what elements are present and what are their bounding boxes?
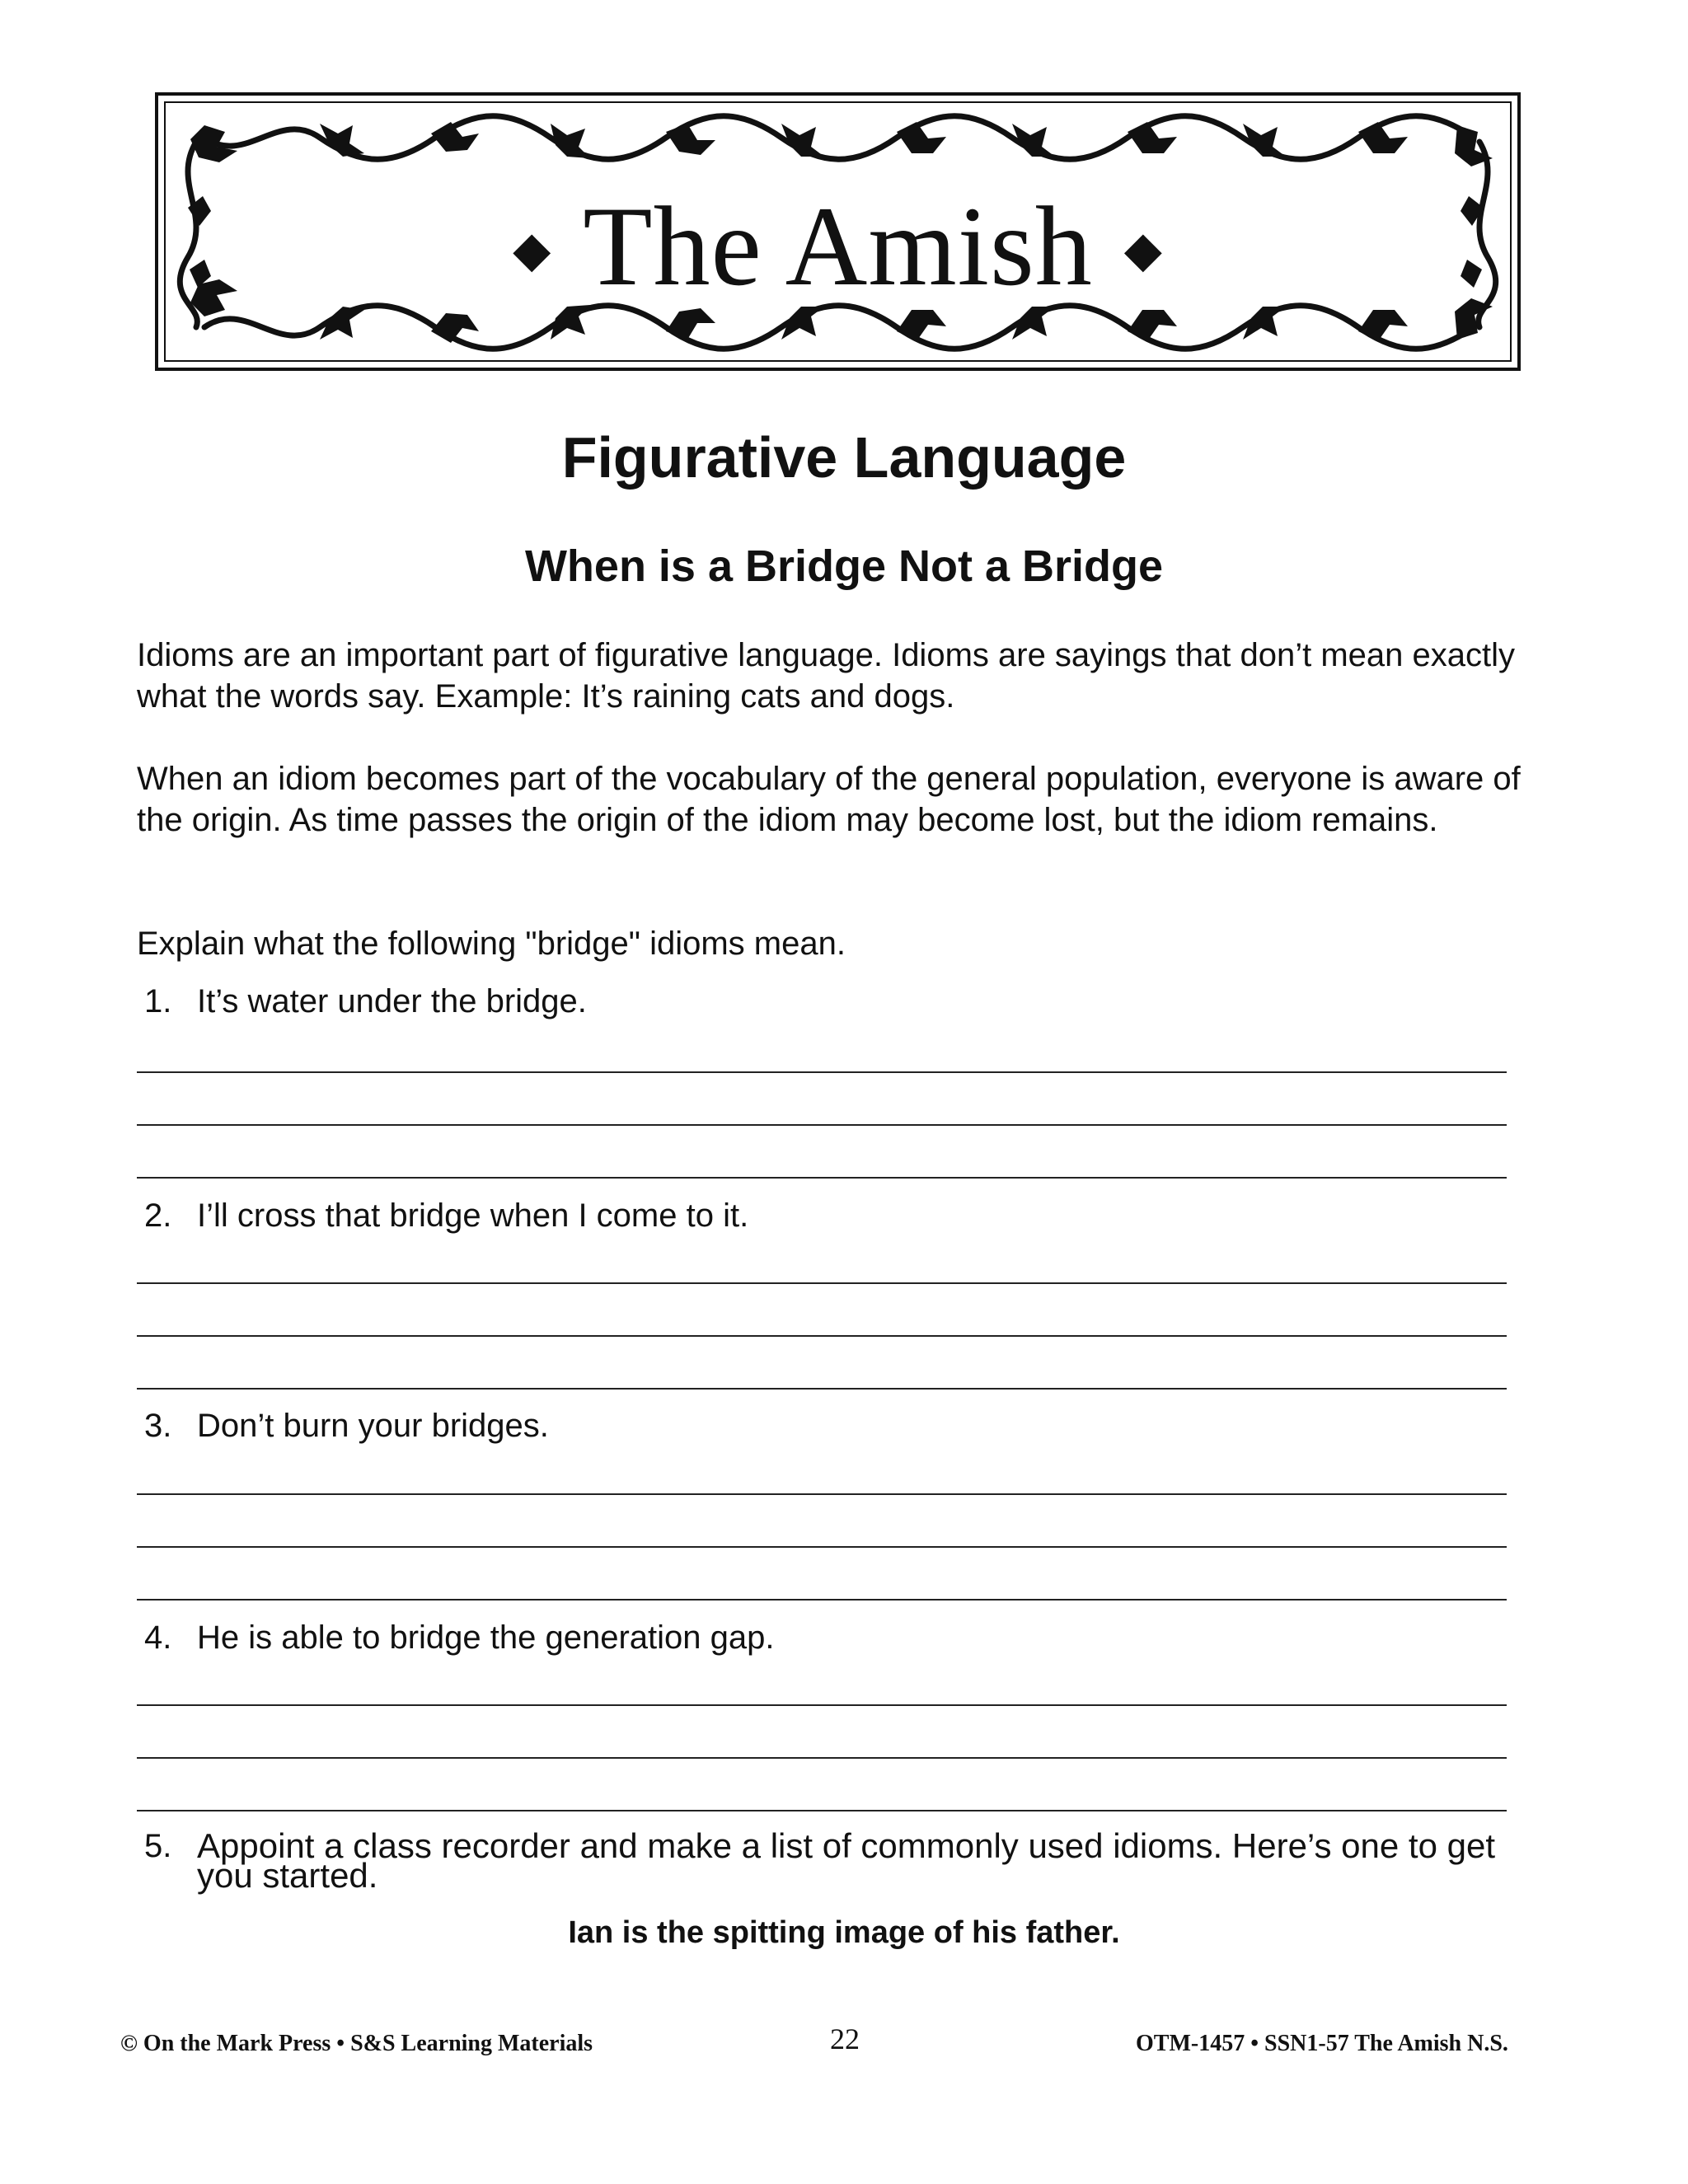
intro-paragraph-2: When an idiom becomes part of the vocabulary of the general population, everyone is aware of the origin. As time passes the origin of the idiom may become lost, but the idiom remains. [137, 761, 1521, 838]
question-3 [144, 1405, 1545, 1446]
footer-product-code: OTM-1457 • SSN1-57 The Amish N.S. [1136, 2031, 1508, 2056]
question-5 [144, 1826, 1545, 1895]
answer-line[interactable] [137, 1493, 1507, 1495]
question-2 [144, 1195, 1545, 1236]
answer-line[interactable] [137, 1757, 1507, 1759]
question-text: He is able to bridge the generation gap. [197, 1619, 775, 1656]
answer-line[interactable] [137, 1388, 1507, 1390]
question-1 [144, 981, 1545, 1022]
question-text: Don’t burn your bridges. [197, 1408, 549, 1444]
footer-publisher: © On the Mark Press • S&S Learning Materials [120, 2031, 593, 2056]
page-number: 22 [830, 2022, 860, 2055]
question-number: 2. [144, 1197, 172, 1234]
answer-line[interactable] [137, 1282, 1507, 1284]
page-title: Figurative Language [561, 425, 1127, 490]
question-text: It’s water under the bridge. [197, 983, 587, 1019]
title-banner [155, 92, 1521, 373]
question-text: Appoint a class recorder and make a list of commonly used idioms. Here’s one to get you started. [197, 1826, 1495, 1895]
banner-title [155, 185, 1521, 320]
question-number: 3. [144, 1408, 172, 1444]
question-number: 4. [144, 1619, 172, 1656]
question-text: I’ll cross that bridge when I come to it. [197, 1197, 749, 1234]
answer-line[interactable] [137, 1810, 1507, 1811]
instruction-text: Explain what the following "bridge" idioms mean. [137, 926, 846, 962]
answer-line[interactable] [137, 1335, 1507, 1337]
question-4 [144, 1617, 1545, 1658]
answer-line[interactable] [137, 1177, 1507, 1179]
answer-line[interactable] [137, 1071, 1507, 1073]
question-number: 1. [144, 983, 172, 1019]
answer-line[interactable] [137, 1124, 1507, 1126]
answer-line[interactable] [137, 1704, 1507, 1706]
answer-line[interactable] [137, 1546, 1507, 1548]
question-number: 5. [144, 1828, 172, 1864]
intro-paragraph-1: Idioms are an important part of figurative language. Idioms are sayings that don’t mean exactly what the words say. Example: It’s raining cats and dogs. [137, 637, 1516, 715]
page-subtitle: When is a Bridge Not a Bridge [524, 541, 1164, 591]
answer-line[interactable] [137, 1599, 1507, 1601]
example-idiom: Ian is the spitting image of his father. [568, 1915, 1120, 1950]
diamond-icon: ◆ [1123, 223, 1163, 278]
banner-title-text: The Amish [583, 183, 1093, 309]
diamond-icon: ◆ [513, 223, 552, 278]
